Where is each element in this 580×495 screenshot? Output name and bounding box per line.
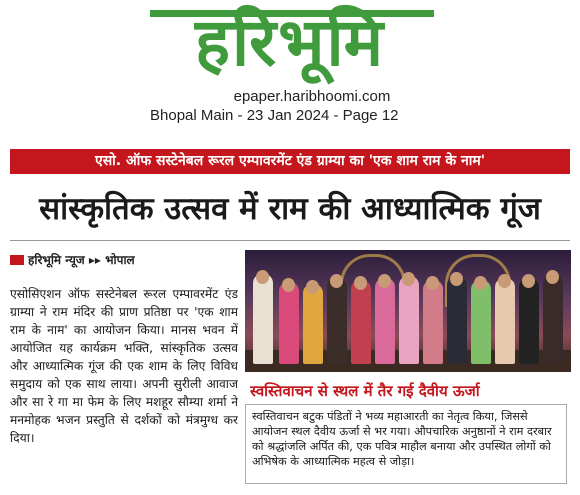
person-head (450, 272, 463, 286)
person-figure (519, 278, 539, 364)
site-url[interactable]: epaper.haribhoomi.com (233, 88, 391, 105)
person-figure (303, 284, 323, 364)
article-photo (245, 250, 571, 372)
person-figure (423, 280, 443, 364)
subheading: स्वस्तिवाचन से स्थल में तैर गई दैवीय ऊर्जा (250, 382, 480, 400)
person-figure (447, 276, 467, 364)
byline-text: हरिभूमि न्यूज ▸▸ भोपाल (28, 253, 135, 267)
person-head (306, 280, 319, 294)
newspaper-logo: हरिभूमि (194, 4, 386, 81)
edition-meta (150, 88, 450, 124)
sub-article-body: स्वस्तिवाचन बटुक पंडितों ने भव्य महाआरती का नेतृत्व किया, जिससे आयोजन स्थल दैवीय ऊर्जा से भर गया। औपचारिक अनुष्ठानों ने राम दरबार को श्रद्धांजलि अर्पित की, एक पवित्र माहौल बनाया और उपस्थित लोगों को अभिषेक के आध्यात्मिक महत्व से जोड़ा। (245, 404, 567, 484)
person-figure (471, 280, 491, 364)
divider (10, 240, 570, 241)
masthead (0, 0, 580, 86)
strap-banner: एसो. ऑफ सस्टेनेबल रूरल एम्पावरमेंट एंड ग्राम्या का 'एक शाम राम के नाम' (10, 149, 570, 174)
decor-arch (340, 254, 406, 307)
person-head (354, 276, 367, 290)
person-figure (253, 274, 273, 364)
person-figure (375, 278, 395, 364)
person-head (426, 276, 439, 290)
byline (28, 251, 238, 271)
person-head (402, 272, 415, 286)
person-figure (351, 280, 371, 364)
page-title: सांस्कृतिक उत्सव में राम की आध्यात्मिक गूंज (39, 191, 541, 227)
person-figure (327, 278, 347, 364)
person-head (474, 276, 487, 290)
person-figure (399, 276, 419, 364)
person-head (546, 270, 559, 284)
person-head (330, 274, 343, 288)
person-head (522, 274, 535, 288)
person-figure (495, 278, 515, 364)
person-figure (543, 274, 563, 364)
person-head (256, 270, 269, 284)
article-body: एसोसिएशन ऑफ सस्टेनेबल रूरल एम्पावरमेंट एंड ग्राम्या ने राम मंदिर की प्राण प्रतिष्ठा पर 'एक शाम राम के नाम' का आयोजन किया। मानस भवन में आयोजित यह कार्यक्रम भक्ति, सांस्कृतिक उत्सव और आध्यात्मिक गूंज की एक शाम के लिए विविध समुदाय को एक साथ लाया। अपनी सुरीली आवाज और सा रे गा मा फेम के लिए मशहूर सौम्या शर्मा ने मनमोहक भजन प्रस्तुति से दर्शकों को मंत्रमुग्ध कर दिया। (10, 287, 238, 445)
person-head (282, 278, 295, 292)
byline-marker-icon (10, 255, 24, 265)
person-head (498, 274, 511, 288)
person-figure (279, 282, 299, 364)
edition-info: Bhopal Main - 23 Jan 2024 - Page 12 (150, 107, 399, 124)
person-head (378, 274, 391, 288)
